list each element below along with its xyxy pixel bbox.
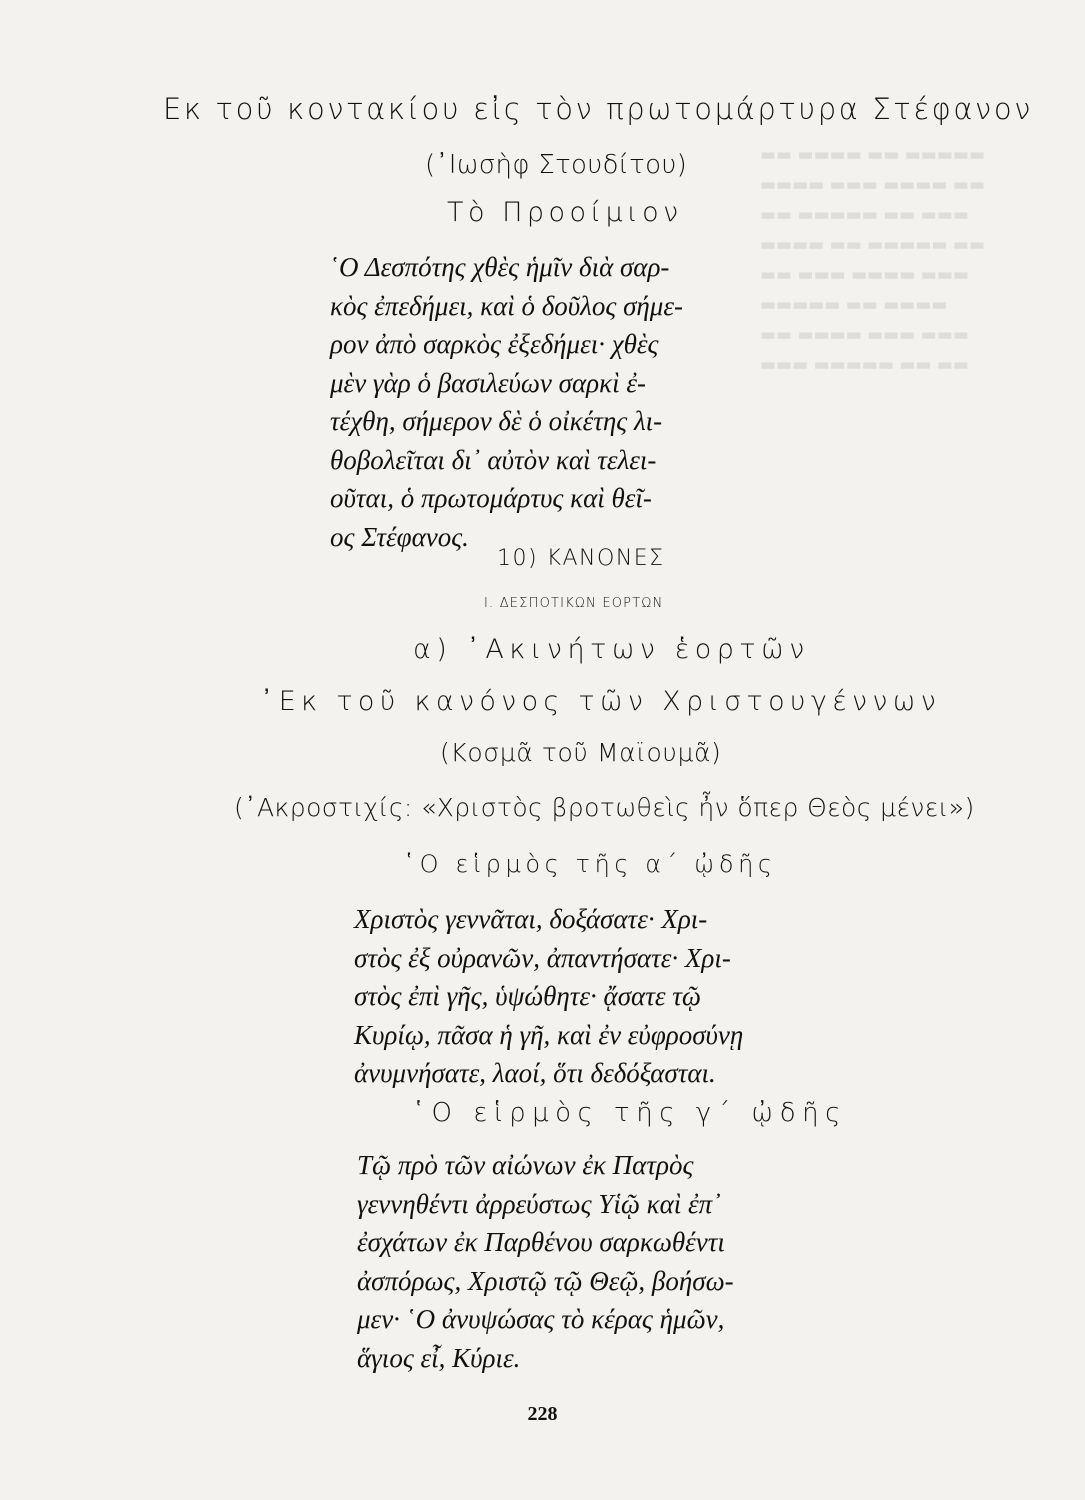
poem-line: γεννηθέντι ἀρρεύστως Υἱῷ καὶ ἐπ᾿ (357, 1188, 722, 1219)
heirmos1-title: ῾Ο εἱρμὸς τῆς α΄ ᾠδῆς (403, 850, 777, 878)
prooimion-title: Τὸ Προοίμιον (447, 197, 683, 228)
heirmos3-text (357, 1146, 734, 1377)
prooimion-text (330, 248, 683, 556)
subsection-title: Ι. ΔΕΣΠΟΤΙΚΩΝ ΕΟΡΤΩΝ (484, 596, 664, 611)
poem-line: θοβολεῖται δι᾿ αὐτὸν καὶ τελει- (330, 444, 657, 475)
poem-line: ἐσχάτων ἐκ Παρθένου σαρκωθέντι (357, 1227, 725, 1257)
page-number: 228 (527, 1403, 558, 1425)
canon-author: (Κοσμᾶ τοῦ Μαϊουμᾶ) (440, 738, 722, 767)
poem-line: ῾Ο Δεσπότης χθὲς ἡμῖν διὰ σαρ- (330, 252, 670, 282)
poem-line: Κυρίῳ, πᾶσα ἡ γῆ, καὶ ἐν εὐφροσύνῃ (354, 1019, 744, 1050)
section-title: 10) ΚΑΝΟΝΕΣ (497, 546, 665, 571)
poem-line: ἀνυμνήσατε, λαοί, ὅτι δεδόξασται. (354, 1058, 716, 1088)
poem-line: Χριστὸς γεννᾶται, δοξάσατε· Χρι- (354, 904, 708, 934)
poem-line: κὸς ἐπεδήμει, καὶ ὁ δοῦλος σήμε- (330, 290, 683, 321)
acrostic-line: (᾿Ακροστιχίς: «Χριστὸς βροτωθεὶς ἦν ὅπερ Θεὸς μένει») (234, 793, 975, 822)
poem-line: στὸς ἐπὶ γῆς, ὑψώθητε· ᾄσατε τῷ (354, 981, 701, 1011)
kontakion-title: Εκ τοῦ κοντακίου εἰς τὸν πρωτομάρτυρα Στέφανον (163, 92, 1033, 126)
poem-line: οῦται, ὁ πρωτομάρτυς καὶ θεῖ- (330, 483, 652, 513)
poem-line: ἀσπόρως, Χριστῷ τῷ Θεῷ, βοήσω- (357, 1265, 734, 1296)
poem-line: μεν· ῾Ο ἀνυψώσας τὸ κέρας ἡμῶν, (357, 1304, 725, 1334)
heirmos1-text (354, 900, 743, 1093)
bleed-through-texture: ▬▬ ▬▬▬▬ ▬▬ ▬▬▬▬▬ ▬▬▬▬ ▬▬▬ ▬▬▬▬ ▬▬ ▬▬ ▬▬▬▬▬ ▬▬ ▬▬▬ ▬▬▬▬ ▬▬ ▬▬▬▬▬ ▬▬ ▬▬ ▬▬▬ ▬▬▬▬ ▬▬▬ ▬▬▬▬▬ ▬▬ ▬▬▬▬ ▬▬ ▬▬▬▬ ▬▬▬ ▬▬▬ ▬▬▬ ▬▬▬▬▬ ▬▬ ▬▬ (760, 145, 986, 375)
poem-line: μὲν γὰρ ὁ βασιλεύων σαρκὶ ἐ- (330, 367, 646, 398)
poem-line: ος Στέφανος. (330, 521, 469, 552)
poem-line: ρον ἀπὸ σαρκὸς ἐξεδήμει· χθὲς (330, 329, 659, 359)
heirmos3-title: ῾Ο εἱρμὸς τῆς γ΄ ᾠδῆς (412, 1098, 847, 1128)
canon-title: ᾿Εκ τοῦ κανόνος τῶν Χριστουγέννων (260, 686, 942, 717)
feasts-title: α) ᾿Ακινήτων ἑορτῶν (413, 634, 810, 665)
kontakion-author: (᾿Ιωσὴφ Στουδίτου) (425, 150, 688, 180)
poem-line: στὸς ἐξ οὐρανῶν, ἀπαντήσατε· Χρι- (354, 942, 731, 973)
poem-line: ἅγιος εἶ, Κύριε. (357, 1342, 521, 1373)
poem-line: Τῷ πρὸ τῶν αἰώνων ἐκ Πατρὸς (357, 1150, 694, 1180)
poem-line: τέχθη, σήμερον δὲ ὁ οἰκέτης λι- (330, 406, 663, 436)
